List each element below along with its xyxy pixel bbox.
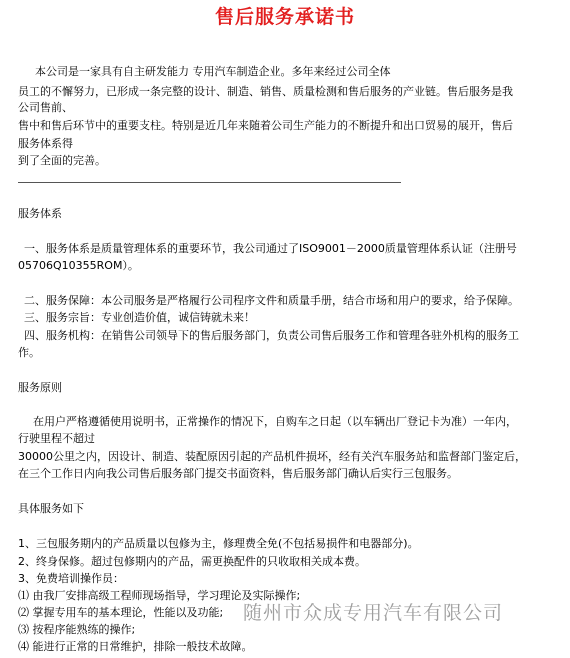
intro-line-3: 公司售前、 xyxy=(18,101,73,114)
intro-line-6: 到了全面的完善。 xyxy=(18,154,106,167)
service-item-3-4: ⑷ 能进行正常的日常维护，排除一般技术故障。 xyxy=(18,640,253,653)
section-heading-service-principle: 服务原则 xyxy=(18,381,62,394)
service-system-item-1: 一、服务体系是质量管理体系的重要环节，我公司通过了ISO9001－2000质量管理体系认证（注册号 xyxy=(24,242,517,255)
intro-line-5: 服务体系得 xyxy=(18,137,73,150)
service-item-3: 3、免费培训操作员： xyxy=(18,572,124,585)
company-watermark: 随州市众成专用汽车有限公司 xyxy=(243,602,504,624)
principle-line-3: 30000公里之内，因设计、制造、装配原因引起的产品机件损坏，经有关汽车服务站和监督部门鉴定后， xyxy=(18,450,526,463)
intro-line-4: 售中和售后环节中的重要支柱。特别是近几年来随着公司生产能力的不断提升和出口贸易的展开，售后 xyxy=(18,119,513,132)
intro-line-1: 本公司是一家具有自主研发能力 专用汽车制造企业。多年来经过公司全体 xyxy=(35,65,391,78)
divider-line xyxy=(18,182,401,183)
service-item-2: 2、终身保修。超过包修期内的产品，需更换配件的只收取相关成本费。 xyxy=(18,555,366,568)
service-system-item-1-cont: 05706Q10355ROM）。 xyxy=(18,259,139,272)
section-heading-service-system: 服务体系 xyxy=(18,207,62,220)
service-item-3-1: ⑴ 由我厂安排高级工程师现场指导，学习理论及实际操作; xyxy=(18,589,301,602)
service-system-item-3: 三、服务宗旨：专业创造价值，诚信铸就未来！ xyxy=(24,311,255,324)
service-item-1: 1、三包服务期内的产品质量以包修为主，修理费全免(不包括易损件和电器部分)。 xyxy=(18,537,419,550)
service-system-item-2: 二、服务保障：本公司服务是严格履行公司程序文件和质量手册，结合市场和用户的要求，给予保障。 xyxy=(24,294,519,307)
service-item-3-3: ⑶ 按程序能熟练的操作; xyxy=(18,623,136,636)
service-item-3-2: ⑵ 掌握专用车的基本理论，性能以及功能; xyxy=(18,606,224,619)
section-heading-specific-services: 具体服务如下 xyxy=(18,502,84,515)
service-system-item-4-cont: 作。 xyxy=(18,346,40,359)
principle-line-1: 在用户严格遵循使用说明书，正常操作的情况下，自购车之日起（以车辆出厂登记卡为准）一年内， xyxy=(33,415,517,428)
principle-line-4: 在三个工作日内向我公司售后服务部门提交书面资料，售后服务部门确认后实行三包服务。 xyxy=(18,467,458,480)
intro-line-2: 员工的不懈努力，已形成一条完整的设计、制造、销售、质量检测和售后服务的产业链。售后服务是我 xyxy=(18,85,513,98)
service-system-item-4: 四、服务机构：在销售公司领导下的售后服务部门，负责公司售后服务工作和管理各驻外机构的服务工 xyxy=(24,329,519,342)
principle-line-2: 行驶里程不超过 xyxy=(18,432,95,445)
page-title: 售后服务承诺书 xyxy=(214,6,355,28)
